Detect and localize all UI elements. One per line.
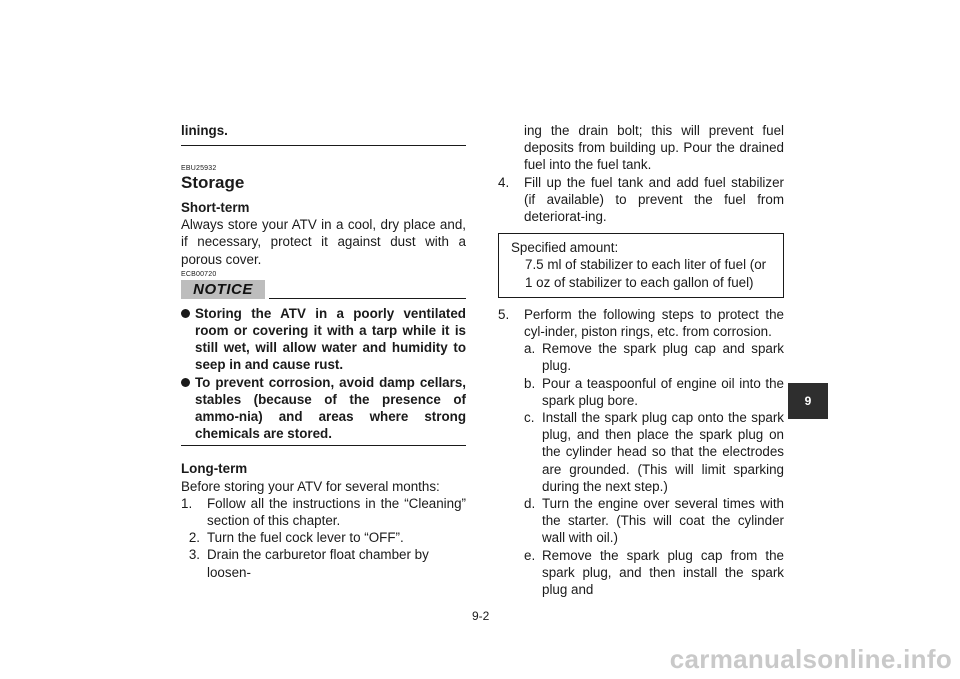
notice-item: To prevent corrosion, avoid damp cellars, stables (because of the presence of ammo-nia) and areas where strong chemicals are stored.	[181, 374, 466, 443]
sub-list-item: c. Install the spark plug cap onto the spark plug, and then place the spark plug on the cylinder head so that the electrodes are grounded. (This will limit sparking during the next step.)	[524, 410, 784, 494]
right-column	[498, 122, 784, 598]
intro-line: linings.	[181, 123, 228, 138]
sub-list-item: b. Pour a teaspoonful of engine oil into the spark plug bore.	[524, 375, 784, 408]
left-column	[181, 122, 466, 581]
bullet-icon	[181, 378, 190, 387]
notice-badge: NOTICE	[181, 280, 265, 299]
watermark-text: carmanualsonline.info	[669, 644, 952, 674]
notice-rule	[269, 298, 466, 299]
step-continuation: ing the drain bolt; this will prevent fuel deposits from building up. Pour the drained fuel into the fuel tank.	[524, 123, 784, 173]
long-term-heading: Long-term	[181, 461, 248, 477]
long-term-body: Before storing your ATV for several months:	[181, 478, 440, 494]
sub-list-item: e. Remove the spark plug cap from the spark plug, and then install the spark plug and	[524, 547, 784, 598]
notice-end-rule	[181, 445, 466, 446]
list-item: 4. Fill up the fuel tank and add fuel stabilizer (if available) to prevent the fuel from deteriorat-ing.	[498, 174, 784, 225]
section-code: EBU25932	[181, 165, 217, 172]
list-item: 3. Drain the carburetor float chamber by loosen-	[188, 547, 429, 580]
notice-item: Storing the ATV in a poorly ventilated room or covering it with a tarp while it is still wet, will allow water and humidity to seep in and cause rust.	[181, 305, 466, 374]
section-title: Storage	[181, 173, 245, 192]
sub-list-item: d. Turn the engine over several times with the starter. (This will coat the cylinder wall with oil.)	[524, 496, 784, 546]
list-item: 5. Perform the following steps to protect the cyl-inder, piston rings, etc. from corrosion.	[498, 306, 784, 340]
list-item: 2. Turn the fuel cock lever to “OFF”.	[188, 530, 404, 546]
spec-label: Specified amount:	[511, 240, 619, 256]
chapter-tab: 9	[788, 383, 828, 419]
spec-value: 7.5 ml of stabilizer to each liter of fuel (or 1 oz of stabilizer to each gallon of fuel)	[525, 257, 767, 290]
bullet-icon	[181, 309, 190, 318]
notice-code: ECB00720	[181, 270, 217, 278]
list-item: 1. Follow all the instructions in the “Cleaning” section of this chapter.	[181, 495, 466, 529]
short-term-body: Always store your ATV in a cool, dry place and, if necessary, protect it against dust with a porous cover.	[181, 217, 466, 267]
page-number: 9-2	[472, 609, 490, 623]
section-divider	[181, 145, 466, 146]
notice-header	[181, 279, 466, 301]
sub-list-item: a. Remove the spark plug cap and spark plug.	[524, 341, 784, 374]
specified-amount-box	[498, 233, 784, 298]
short-term-heading: Short-term	[181, 200, 250, 215]
